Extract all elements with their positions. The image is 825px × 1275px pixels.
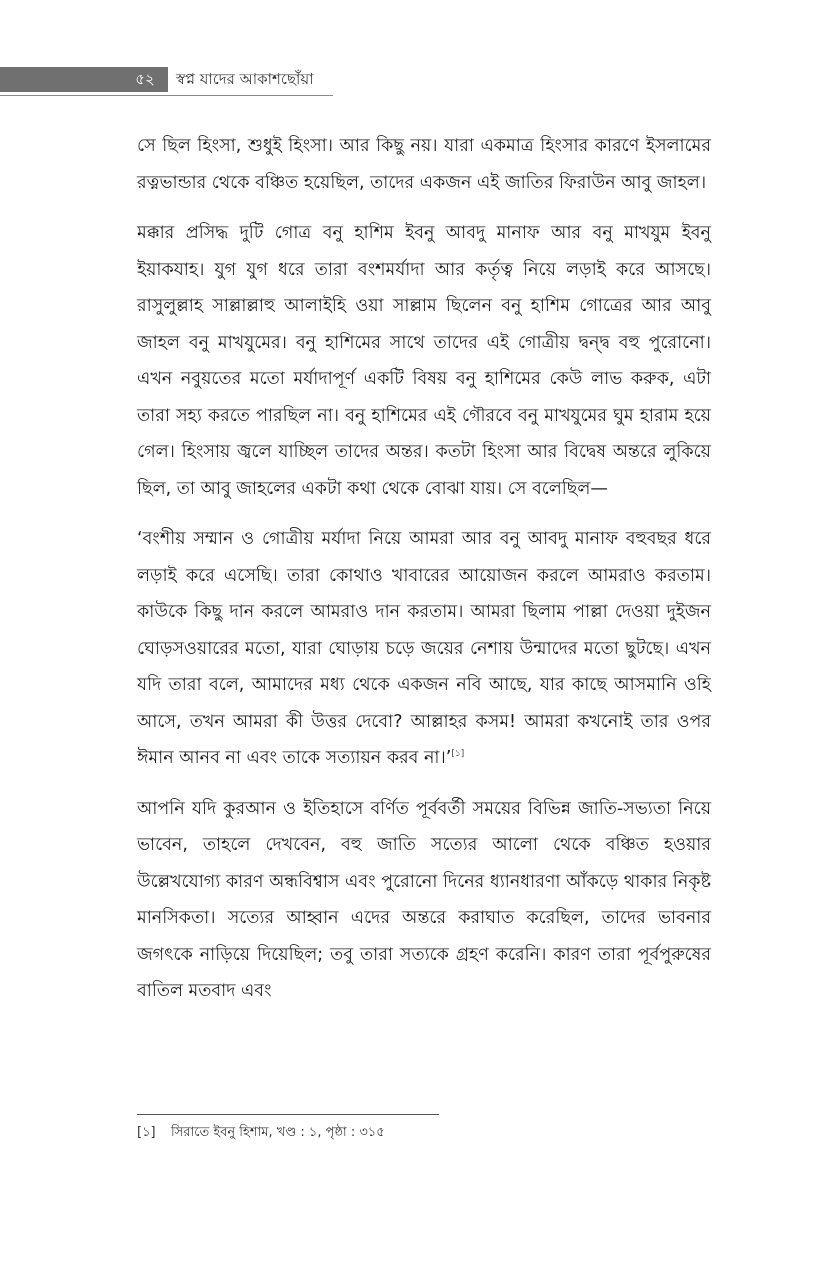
footnote — [137, 1123, 385, 1143]
running-title: স্বপ্ন যাদের আকাশছোঁয়া — [176, 70, 314, 88]
paragraph-1: সে ছিল হিংসা, শুধুই হিংসা। আর কিছু নয়। যারা একমাত্র হিংসার কারণে ইসলামের রত্নভান্ডার থেকে বঞ্চিত হয়েছিল, তাদের একজন এই জাতির ফিরাউন আবু জাহল। — [137, 136, 711, 193]
page-number: ৫২ — [135, 70, 155, 88]
paragraph-3-quote — [137, 521, 711, 777]
footnote-text: সিরাতে ইবনু হিশাম, খণ্ড : ১, পৃষ্ঠা : ৩১৫ — [171, 1125, 385, 1140]
body-text — [137, 128, 711, 1024]
quote-text: ‘বংশীয় সম্মান ও গোত্রীয় মর্যাদা নিয়ে আমরা আর বনু আবদু মানাফ বহুবছর ধরে লড়াই করে এসেছি। তারা কোথাও খাবারের আয়োজন করলে আমরাও করতাম। কাউকে কিছু দান করলে আমরাও দান করতাম। আমরা ছিলাম পাল্লা দেওয়া দুইজন ঘোড়সওয়ারের মতো, যারা ঘোড়ায় চড়ে জয়ের নেশায় উন্মাদের মতো ছুটছে। এখন যদি তারা বলে, আমাদের মধ্য থেকে একজন নবি আছে, যার কাছে আসমানি ওহি আসে, তখন আমরা কী উত্তর দেবো? আল্লাহর কসম! আমরা কখনোই তার ওপর ঈমান আনব না এবং তাকে সত্যায়ন করব না।’ — [137, 529, 711, 768]
paragraph-2: মক্কার প্রসিদ্ধ দুটি গোত্র বনু হাশিম ইবনু আবদু মানাফ আর বনু মাখযুম ইবনু ইয়াকযাহ। যুগ যুগ ধরে তারা বংশমর্যাদা আর কর্তৃত্ব নিয়ে লড়াই করে আসছে। রাসুলুল্লাহ সাল্লাল্লাহু আলাইহি ওয়া সাল্লাম ছিলেন বনু হাশিম গোত্রের আর আবু জাহল বনু মাখযুমের। বনু হাশিমের সাথে তাদের এই গোত্রীয় দ্বন্দ্ব বহু পুরোনো। এখন নবুয়তের মতো মর্যাদাপূর্ণ একটি বিষয় বনু হাশিমের কেউ লাভ করুক, এটা তারা সহ্য করতে পারছিল না। বনু হাশিমের এই গৌরবে বনু মাখযুমের ঘুম হারাম হয়ে গেল। হিংসায় জ্বলে যাচ্ছিল তাদের অন্তর। কতটা হিংসা আর বিদ্বেষ অন্তরে লুকিয়ে ছিল, তা আবু জাহলের একটা কথা থেকে বোঝা যায়। সে বলেছিল— — [137, 223, 711, 499]
paragraph-4: আপনি যদি কুরআন ও ইতিহাসে বর্ণিত পূর্ববর্তী সময়ের বিভিন্ন জাতি-সভ্যতা নিয়ে ভাবেন, তাহলে দেখবেন, বহু জাতি সত্যের আলো থেকে বঞ্চিত হওয়ার উল্লেখযোগ্য কারণ অন্ধবিশ্বাস এবং পুরোনো দিনের ধ্যানধারণা আঁকড়ে থাকার নিকৃষ্ট মানসিকতা। সত্যের আহ্বান এদের অন্তরে করাঘাত করেছিল, তাদের ভাবনার জগৎকে নাড়িয়ে দিয়েছিল; তবু তারা সত্যকে গ্রহণ করেনি। কারণ তারা পূর্বপুরুষের বাতিল মতবাদ এবং — [137, 798, 711, 1001]
footnote-reference[interactable]: [১] — [451, 749, 465, 760]
footnote-rule — [137, 1114, 439, 1115]
header-rule — [0, 95, 333, 96]
footnote-marker: [১] — [137, 1125, 156, 1140]
